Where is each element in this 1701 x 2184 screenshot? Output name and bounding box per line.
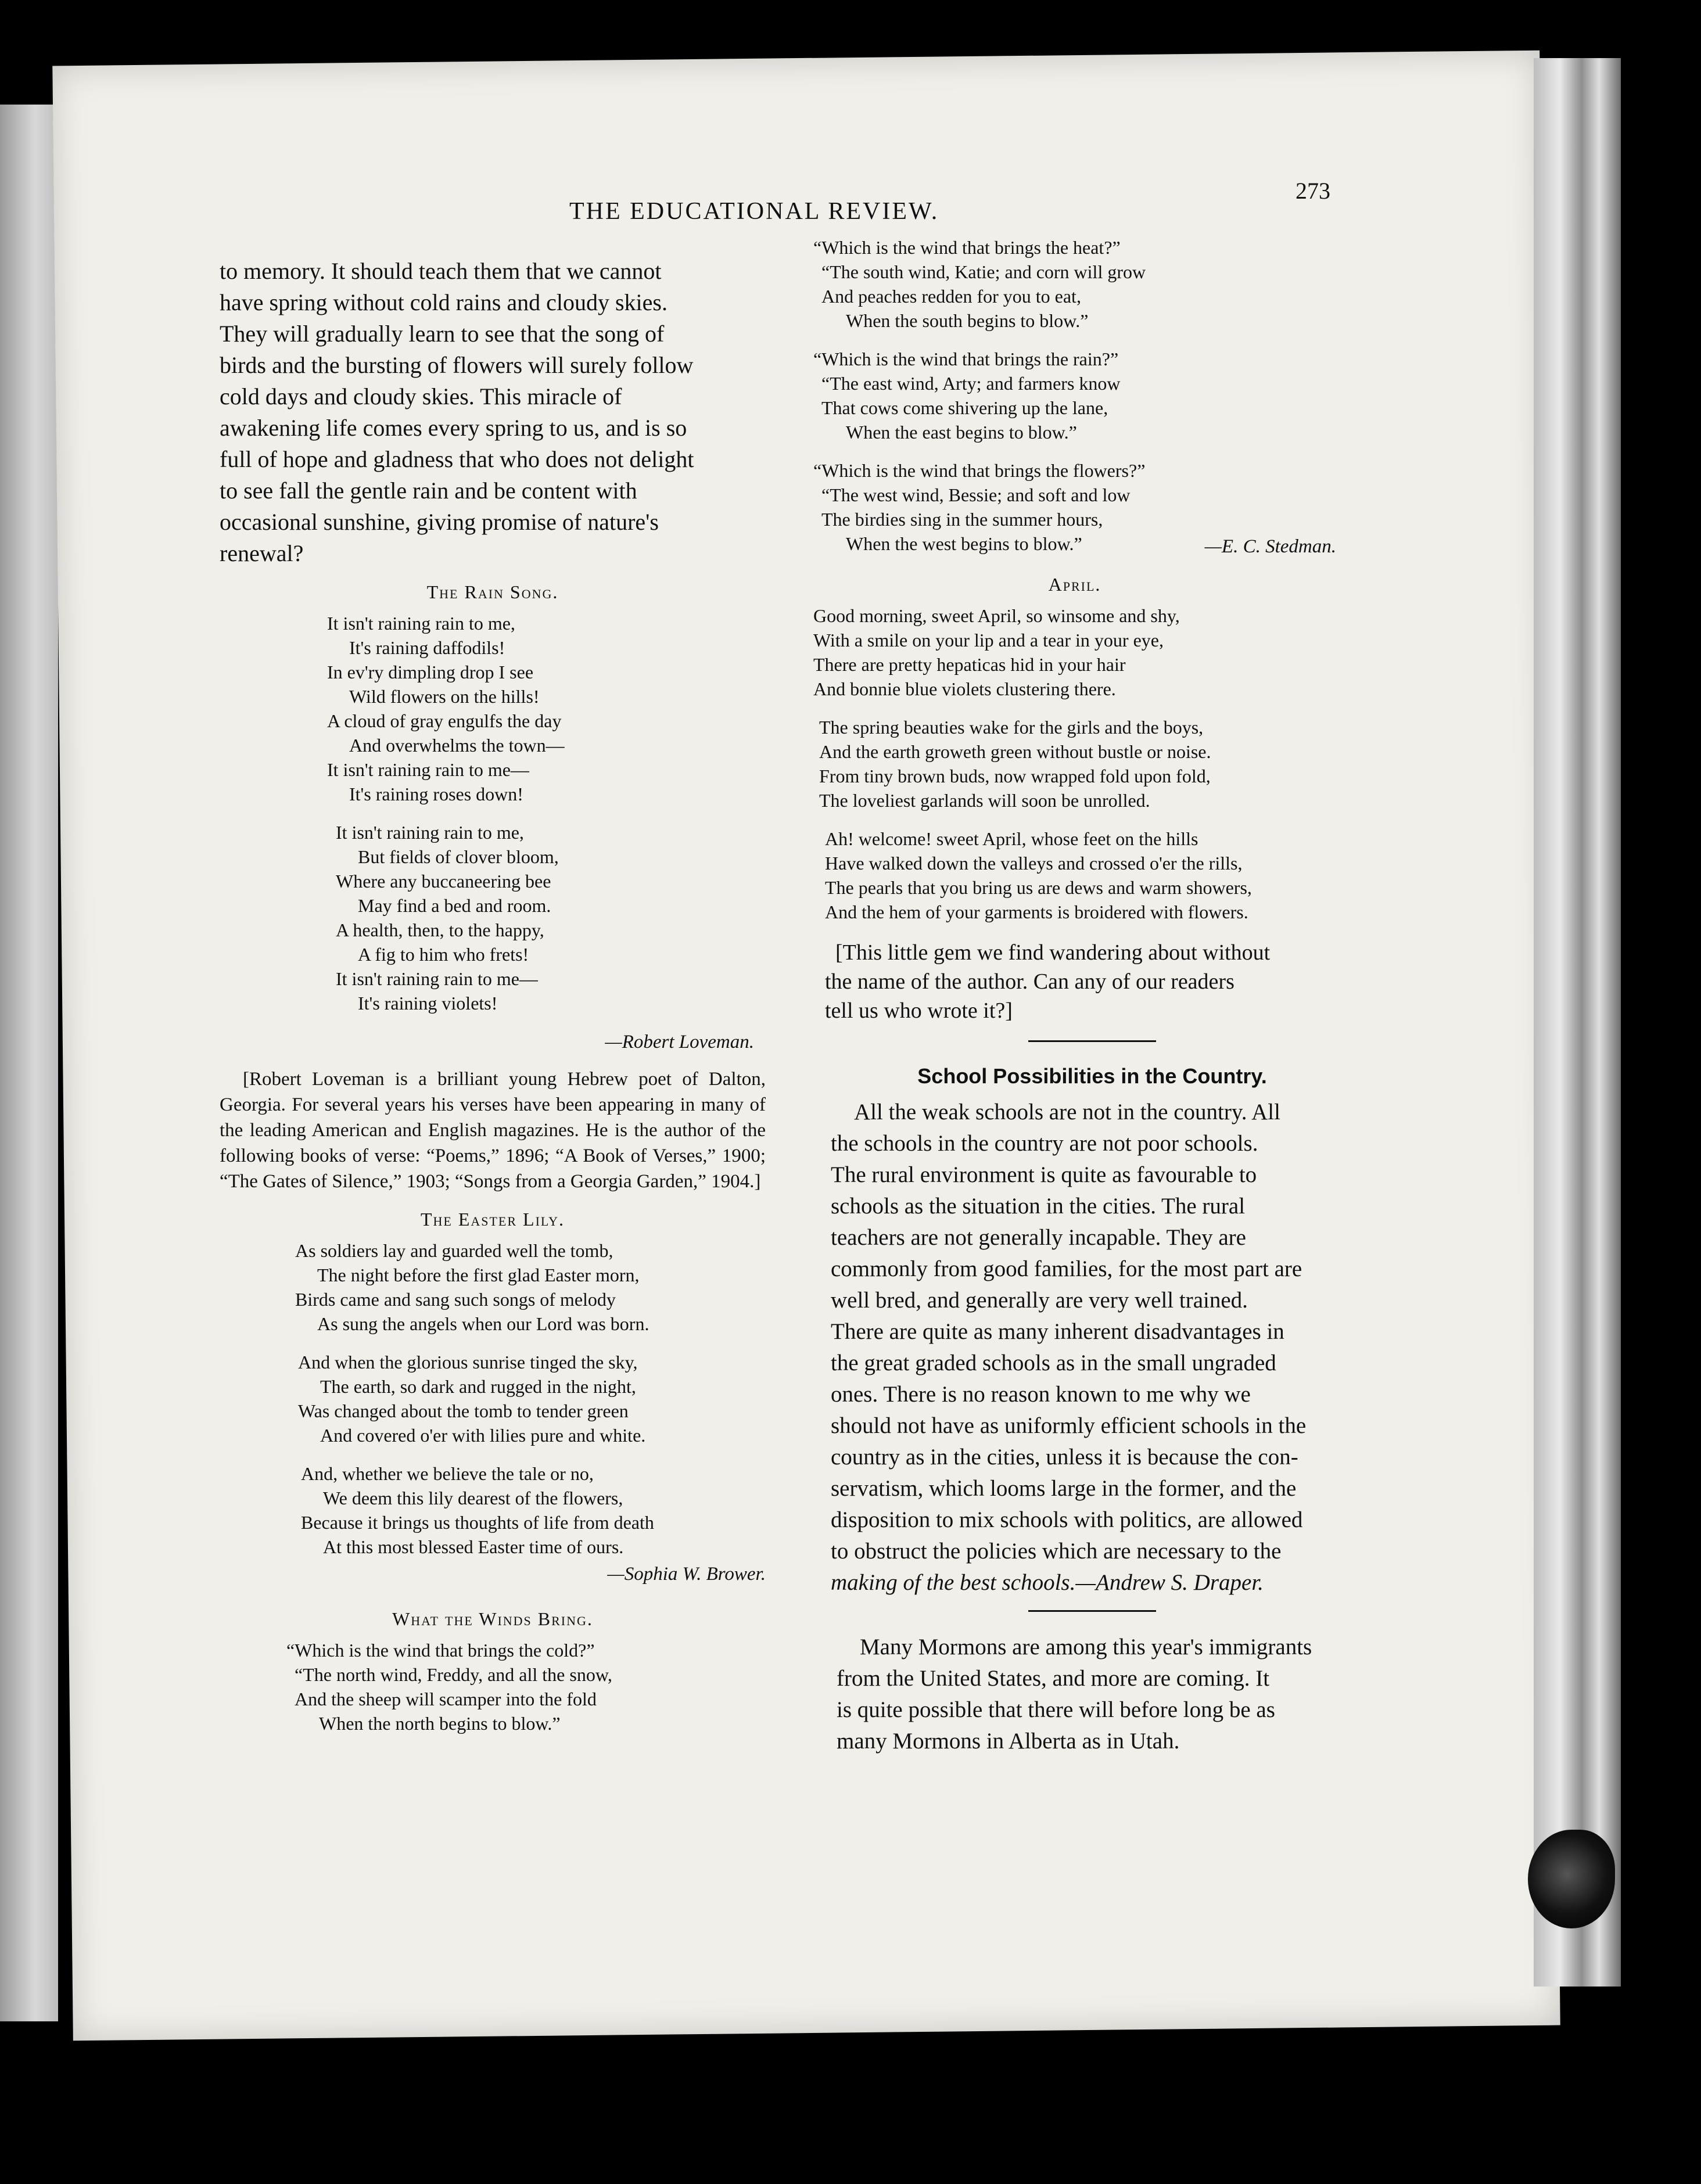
intro-line: birds and the bursting of flowers will surely follow — [220, 352, 694, 378]
poem-line: And bonnie blue violets clustering there. — [813, 678, 1116, 699]
mormons-line: Many Mormons are among this year's immigrants — [860, 1635, 1312, 1659]
winds-stanza-3 — [813, 347, 1371, 444]
intro-line: occasional sunshine, giving promise of nature's — [220, 509, 659, 535]
intro-line: renewal? — [220, 540, 304, 566]
poem-line: The spring beauties wake for the girls and the boys, — [819, 717, 1204, 738]
mormons-line: is quite possible that there will before long be as — [837, 1697, 1275, 1722]
poem-line: The loveliest garlands will soon be unrolled. — [819, 790, 1150, 811]
poem-line: When the west begins to blow.” — [846, 533, 1082, 554]
poem-line: When the east begins to blow.” — [846, 422, 1077, 443]
poem-line: But fields of clover bloom, — [358, 846, 559, 867]
poem-line: “Which is the wind that brings the cold?” — [286, 1640, 595, 1661]
poem-line: It isn't raining rain to me, — [327, 613, 515, 634]
winds-stanza-2 — [813, 235, 1371, 333]
intro-paragraph — [220, 256, 766, 569]
poem-line: The birdies sing in the summer hours, — [821, 509, 1103, 530]
poem-line: Have walked down the valleys and crossed o'er the rills, — [825, 853, 1243, 874]
intro-line: to see fall the gentle rain and be content with — [220, 477, 637, 504]
school-line: servatism, which looms large in the former, and the — [831, 1476, 1297, 1501]
poem-line: Wild flowers on the hills! — [349, 686, 540, 707]
poem-line: With a smile on your lip and a tear in your eye, — [813, 630, 1164, 651]
poem-line: The pearls that you bring us are dews and warm showers, — [825, 877, 1252, 898]
section-divider — [1028, 1040, 1156, 1042]
poem-line: From tiny brown buds, now wrapped fold upon fold, — [819, 766, 1211, 786]
poem-line: “The west wind, Bessie; and soft and low — [821, 484, 1131, 505]
mormons-paragraph — [813, 1632, 1371, 1757]
easter-lily-stanza-3 — [220, 1461, 766, 1559]
poem-line: And the sheep will scamper into the fold — [295, 1689, 597, 1709]
poem-line: It's raining violets! — [358, 993, 498, 1014]
school-line: well bred, and generally are very well trained. — [831, 1288, 1248, 1313]
poem-line: And peaches redden for you to eat, — [821, 286, 1081, 307]
mormons-line: many Mormons in Alberta as in Utah. — [837, 1729, 1180, 1754]
page-clip — [1528, 1830, 1615, 1928]
school-line: the schools in the country are not poor schools. — [831, 1131, 1258, 1156]
school-line: making of the best schools.—Andrew S. Draper. — [831, 1570, 1264, 1595]
easter-lily-author: —Sophia W. Brower. — [607, 1564, 766, 1585]
winds-title: What the Winds Bring. — [392, 1608, 593, 1629]
school-line: There are quite as many inherent disadvantages in — [831, 1319, 1284, 1344]
poem-line: The night before the first glad Easter morn, — [317, 1265, 640, 1285]
poem-line: A fig to him who frets! — [358, 944, 529, 965]
rain-song-title: The Rain Song. — [426, 581, 559, 602]
page-binding-edge — [1534, 58, 1621, 1987]
poem-line: “The east wind, Arty; and farmers know — [821, 373, 1121, 394]
easter-lily-stanza-1 — [220, 1238, 766, 1336]
easter-lily-title: The Easter Lily. — [420, 1209, 565, 1230]
poem-line: “Which is the wind that brings the rain?” — [813, 349, 1119, 369]
april-stanza-1 — [813, 604, 1371, 701]
intro-line: awakening life comes every spring to us, and is so — [220, 415, 687, 441]
loveman-note: [Robert Loveman is a brilliant young Hebrew poet of Dalton, Georgia. For several years his verses have been appearing in many of the leading American and English magazines. He is the author of the following books of verse: “Poems,” 1896; “A Book of Verses,” 1900; “The Gates of Silence,” 1903; “Songs from a Georgia Garden,” 1904.] — [220, 1069, 766, 1192]
page-number: 273 — [1296, 178, 1330, 204]
intro-line: cold days and cloudy skies. This miracle of — [220, 383, 622, 410]
school-line: commonly from good families, for the most part are — [831, 1256, 1302, 1281]
note-line: the name of the author. Can any of our readers — [825, 969, 1235, 994]
poem-line: And, whether we believe the tale or no, — [301, 1463, 594, 1484]
april-stanza-3 — [813, 827, 1371, 924]
school-line: disposition to mix schools with politics, are allowed — [831, 1507, 1303, 1532]
rain-song-stanza-2 — [220, 820, 766, 1015]
poem-line: It isn't raining rain to me, — [336, 822, 524, 843]
poem-line: Good morning, sweet April, so winsome and shy, — [813, 605, 1180, 626]
poem-line: When the north begins to blow.” — [319, 1713, 561, 1734]
poem-line: “Which is the wind that brings the flowers?” — [813, 460, 1146, 481]
intro-line: They will gradually learn to see that the song of — [220, 321, 665, 347]
poem-line: And covered o'er with lilies pure and white. — [320, 1425, 646, 1446]
note-line: [This little gem we find wandering about without — [835, 940, 1271, 965]
poem-line: And the hem of your garments is broidered with flowers. — [825, 901, 1248, 922]
school-line: to obstruct the policies which are necessary to the — [831, 1539, 1282, 1564]
school-line: the great graded schools as in the small ungraded — [831, 1350, 1276, 1375]
poem-line: At this most blessed Easter time of ours. — [323, 1536, 624, 1557]
easter-lily-stanza-2 — [220, 1350, 766, 1447]
school-paragraph — [813, 1097, 1371, 1599]
rain-song-stanza-1 — [220, 611, 766, 806]
poem-line: A cloud of gray engulfs the day — [327, 710, 562, 731]
poem-line: A health, then, to the happy, — [336, 919, 544, 940]
poem-line: That cows come shivering up the lane, — [821, 397, 1108, 418]
poem-line: As sung the angels when our Lord was born. — [317, 1313, 649, 1334]
left-column — [220, 256, 766, 1750]
school-line: ones. There is no reason known to me why we — [831, 1382, 1251, 1407]
poem-line: May find a bed and room. — [358, 895, 551, 916]
poem-line: There are pretty hepaticas hid in your hair — [813, 654, 1126, 675]
winds-stanza-1 — [220, 1638, 766, 1736]
poem-line: It isn't raining rain to me— — [327, 759, 529, 780]
mormons-line: from the United States, and more are coming. It — [837, 1666, 1270, 1691]
poem-line: We deem this lily dearest of the flowers, — [323, 1488, 623, 1508]
poem-line: “The south wind, Katie; and corn will grow — [821, 261, 1146, 282]
poem-line: Because it brings us thoughts of life from death — [301, 1512, 654, 1533]
poem-line: When the south begins to blow.” — [846, 310, 1089, 331]
school-line: All the weak schools are not in the country. All — [854, 1100, 1280, 1125]
intro-line: full of hope and gladness that who does not delight — [220, 446, 694, 472]
april-note — [813, 938, 1371, 1025]
poem-line: It isn't raining rain to me— — [336, 968, 538, 989]
right-column — [813, 235, 1371, 1757]
poem-line: Where any buccaneering bee — [336, 871, 551, 892]
note-line: tell us who wrote it?] — [825, 998, 1013, 1023]
section-divider — [1028, 1610, 1156, 1612]
running-title: THE EDUCATIONAL REVIEW. — [569, 198, 939, 225]
school-title: School Possibilities in the Country. — [917, 1064, 1267, 1088]
school-line: country as in the cities, unless it is because the con- — [831, 1445, 1298, 1470]
intro-line: have spring without cold rains and cloudy skies. — [220, 289, 668, 315]
poem-line: And overwhelms the town— — [349, 735, 565, 756]
poem-line: As soldiers lay and guarded well the tomb, — [295, 1240, 613, 1261]
poem-line: It's raining roses down! — [349, 784, 523, 804]
poem-line: Ah! welcome! sweet April, whose feet on the hills — [825, 828, 1198, 849]
school-line: teachers are not generally incapable. They are — [831, 1225, 1246, 1250]
school-line: should not have as uniformly efficient schools in the — [831, 1413, 1307, 1438]
poem-line: Birds came and sang such songs of melody — [295, 1289, 616, 1310]
poem-line: Was changed about the tomb to tender green — [298, 1400, 629, 1421]
rain-song-author: —Robert Loveman. — [605, 1032, 754, 1053]
april-stanza-2 — [813, 715, 1371, 813]
poem-line: And when the glorious sunrise tinged the sky, — [298, 1352, 638, 1373]
school-line: schools as the situation in the cities. The rural — [831, 1194, 1246, 1219]
poem-line: In ev'ry dimpling drop I see — [327, 662, 534, 682]
april-title: April. — [1048, 574, 1101, 595]
facing-page-edge — [0, 105, 58, 2021]
poem-line: It's raining daffodils! — [349, 637, 505, 658]
school-line: The rural environment is quite as favourable to — [831, 1162, 1257, 1187]
poem-line: “The north wind, Freddy, and all the snow, — [295, 1664, 612, 1685]
winds-author: —E. C. Stedman. — [1204, 536, 1336, 557]
poem-line: The earth, so dark and rugged in the night, — [320, 1376, 636, 1397]
poem-line: And the earth groweth green without bustle or noise. — [819, 741, 1211, 762]
intro-line: to memory. It should teach them that we cannot — [220, 258, 662, 284]
poem-line: “Which is the wind that brings the heat?” — [813, 237, 1121, 258]
